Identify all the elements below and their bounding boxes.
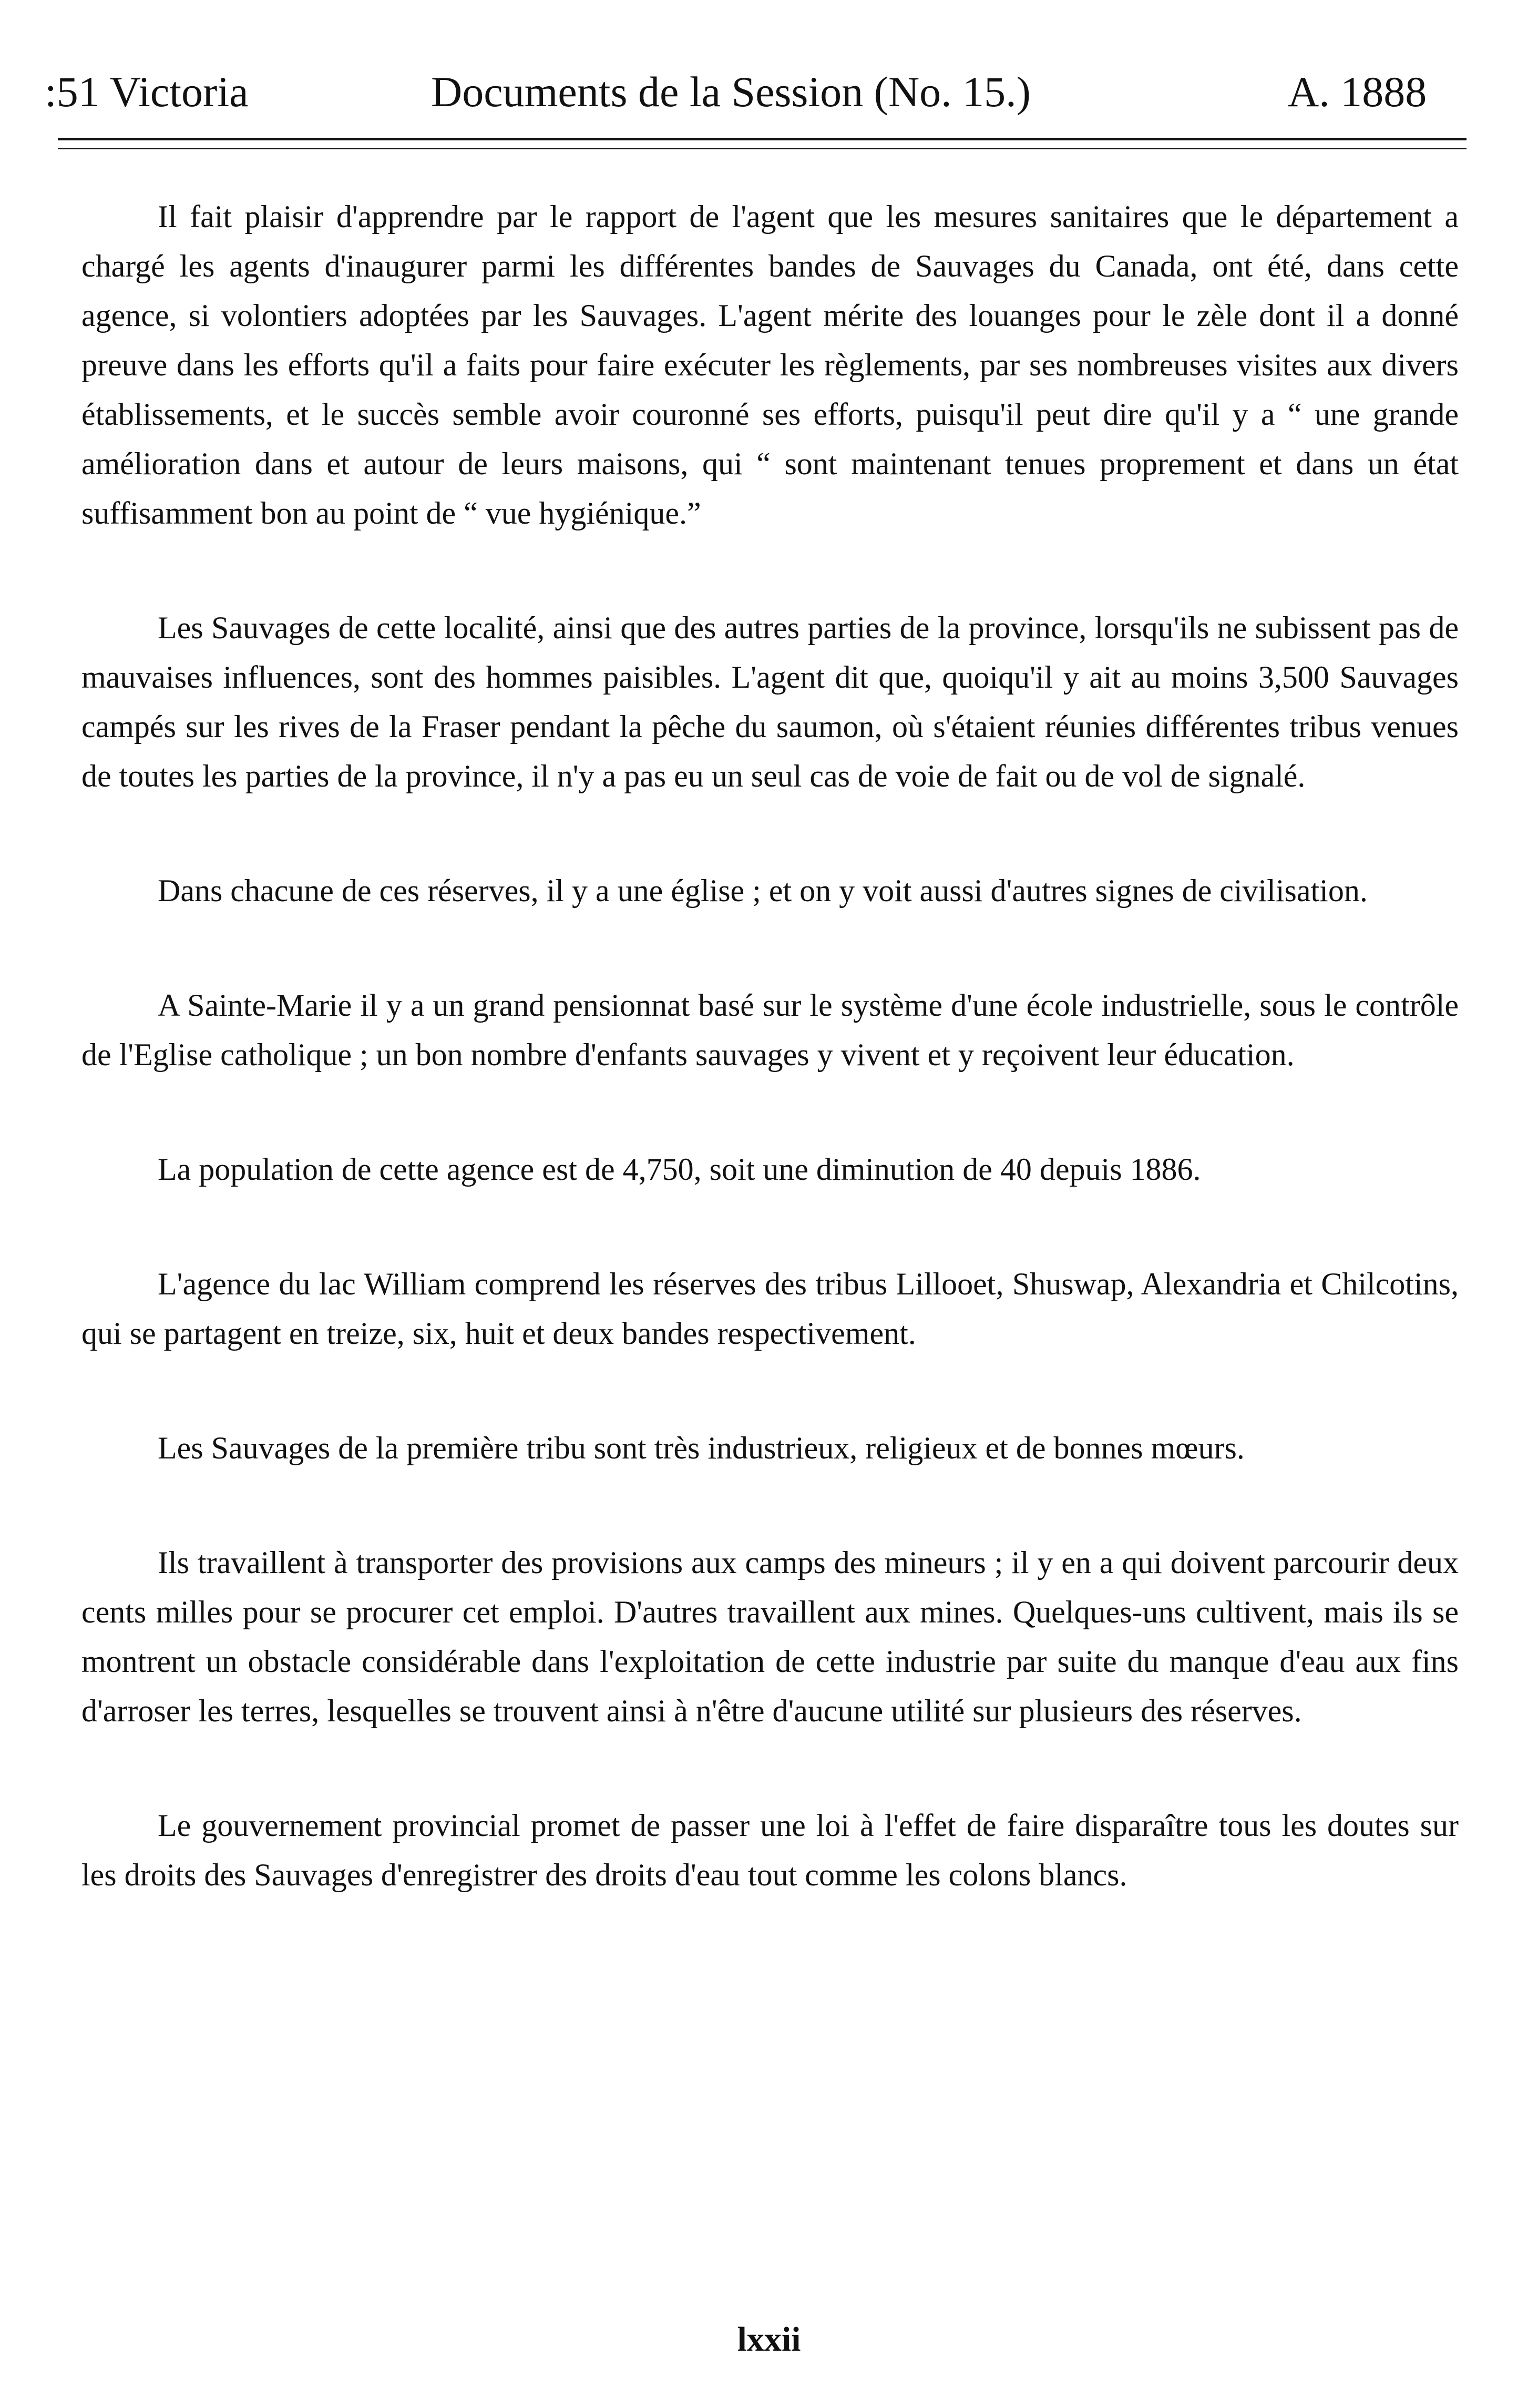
header-volume: :51 Victoria [45,68,249,116]
paragraph-first-tribe: Les Sauvages de la première tribu sont très industrieux, religieux et de bonnes mœurs. [158,1431,1245,1465]
paragraph-lac-william: L'agence du lac William comprend les réserves des tribus Lillooet, Shuswap, Alexandria et Chilcotins, qui se partagent en treize, six, huit et deux bandes respectivement. [81,1267,1459,1351]
body-text [81,192,1459,1965]
header-year: A. 1888 [1288,68,1427,116]
header-rule-thin [58,148,1467,149]
running-header [0,63,1538,121]
paragraph-sainte-marie: A Sainte-Marie il y a un grand pensionnat basé sur le système d'une école industrielle, sous le contrôle de l'Eglise catholique ; un bon nombre d'enfants sauvages y vivent et y reçoivent leur éducation. [81,988,1459,1072]
header-title: Documents de la Session (No. 15.) [431,68,1031,116]
paragraph-sanitary-measures: Il fait plaisir d'apprendre par le rapport de l'agent que les mesures sanitaires que le département a chargé les agents d'inaugurer parmi les différentes bandes de Sauvages du Canada, ont été, dans cette agence, si volontiers adoptées par les Sauvages. L'agent mérite des louanges pour le zèle dont il a donné preuve dans les efforts qu'il a faits pour faire exécuter les règlements, par ses nombreuses visites aux divers établissements, et le succès semble avoir couronné ses efforts, puisqu'il peut dire qu'il y a “ une grande amélioration dans et autour de leurs maisons, qui “ sont maintenant tenues proprement et dans un état suffisamment bon au point de “ vue hygiénique.” [81,199,1459,530]
paragraph-work: Ils travaillent à transporter des provisions aux camps des mineurs ; il y en a qui doivent parcourir deux cents milles pour se procurer cet emploi. D'autres travaillent aux mines. Quelques-uns cultivent, mais ils se montrent un obstacle considérable dans l'exploitation de cette industrie par suite du manque d'eau aux fins d'arroser les terres, lesquelles se trouvent ainsi à n'être d'aucune utilité sur plusieurs des réserves. [81,1545,1459,1728]
paragraph-churches: Dans chacune de ces réserves, il y a une église ; et on y voit aussi d'autres signes de civilisation. [158,873,1368,908]
paragraph-population: La population de cette agence est de 4,750, soit une diminution de 40 depuis 1886. [158,1152,1201,1187]
paragraph-peaceful-sauvages: Les Sauvages de cette localité, ainsi que des autres parties de la province, lorsqu'ils ne subissent pas de mauvaises influences, sont des hommes paisibles. L'agent dit que, quoiqu'il y ait au moins 3,500 Sauvages campés sur les rives de la Fraser pendant la pêche du saumon, où s'étaient réunies différentes tribus venues de toutes les parties de la province, il n'y a pas eu un seul cas de voie de fait ou de vol de signalé. [81,610,1459,793]
header-rule-thick [58,138,1467,140]
paragraph-water-rights: Le gouvernement provincial promet de passer une loi à l'effet de faire disparaître tous les doutes sur les droits des Sauvages d'enregistrer des droits d'eau tout comme les colons blancs. [81,1808,1459,1892]
page-number: lxxii [737,2320,801,2359]
